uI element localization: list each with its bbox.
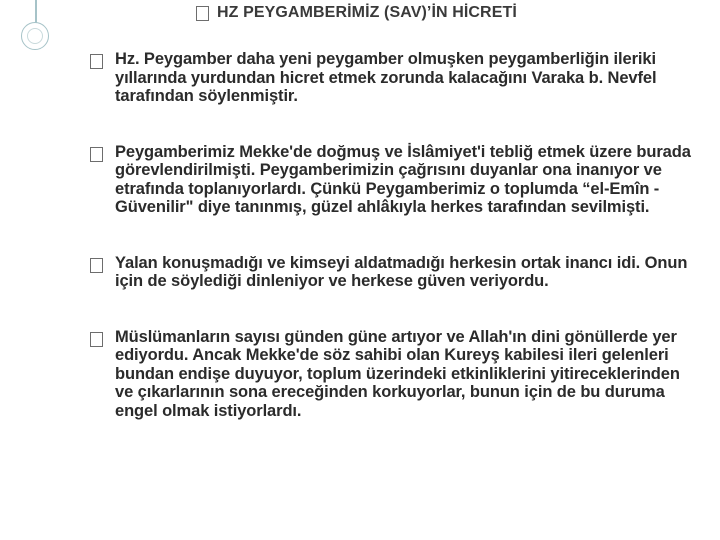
decorative-vertical-rule bbox=[35, 0, 37, 24]
bullet-item bbox=[88, 254, 700, 291]
bullet-item bbox=[88, 50, 700, 106]
bullet-text: Peygamberimiz Mekke'de doğmuş ve İslâmiyet'i tebliğ etmek üzere burada görevlendirilmişti. Peygamberimizin çağrısını duyanlar ona inanıyor ve etrafında toplanıyorlardı. Çünkü Peygamberimiz o toplumda “el-Emîn - Güvenilir" diye tanınmış, güzel ahlâkıyla herkes tarafından sevilmişti. bbox=[115, 142, 691, 216]
slide-title bbox=[196, 3, 517, 23]
circle-ornament-icon bbox=[21, 22, 49, 50]
title-text: HZ PEYGAMBERİMİZ (SAV)’İN HİCRETİ bbox=[217, 4, 517, 21]
missing-glyph-box-icon bbox=[90, 54, 103, 69]
bullet-list bbox=[88, 50, 700, 420]
missing-glyph-box-icon bbox=[90, 147, 103, 162]
bullet-text: Hz. Peygamber daha yeni peygamber olmuşken peygamberliğin ileriki yıllarında yurdundan hicret etmek zorunda kalacağını Varaka b. Nevfel tarafından söylenmiştir. bbox=[115, 50, 657, 105]
bullet-item bbox=[88, 143, 700, 217]
bullet-text: Müslümanların sayısı günden güne artıyor ve Allah'ın dini gönüllerde yer ediyordu. Ancak Mekke'de söz sahibi olan Kureyş kabilesi ileri gelenleri bundan endişe duyuyor, toplum üzerindeki etkinliklerini yitireceklerinden ve çıkarlarının sona ereceğinden korkuyorlar, bunun için de bu duruma engel olmak istiyorlardı. bbox=[115, 327, 680, 420]
circle-ornament-inner bbox=[27, 28, 43, 44]
bullet-text: Yalan konuşmadığı ve kimseyi aldatmadığı herkesin ortak inancı idi. Onun için de söylediği dinleniyor ve herkese güven veriyordu. bbox=[115, 253, 688, 290]
bullet-item bbox=[88, 328, 700, 421]
missing-glyph-box-icon bbox=[196, 6, 209, 21]
missing-glyph-box-icon bbox=[90, 332, 103, 347]
missing-glyph-box-icon bbox=[90, 258, 103, 273]
